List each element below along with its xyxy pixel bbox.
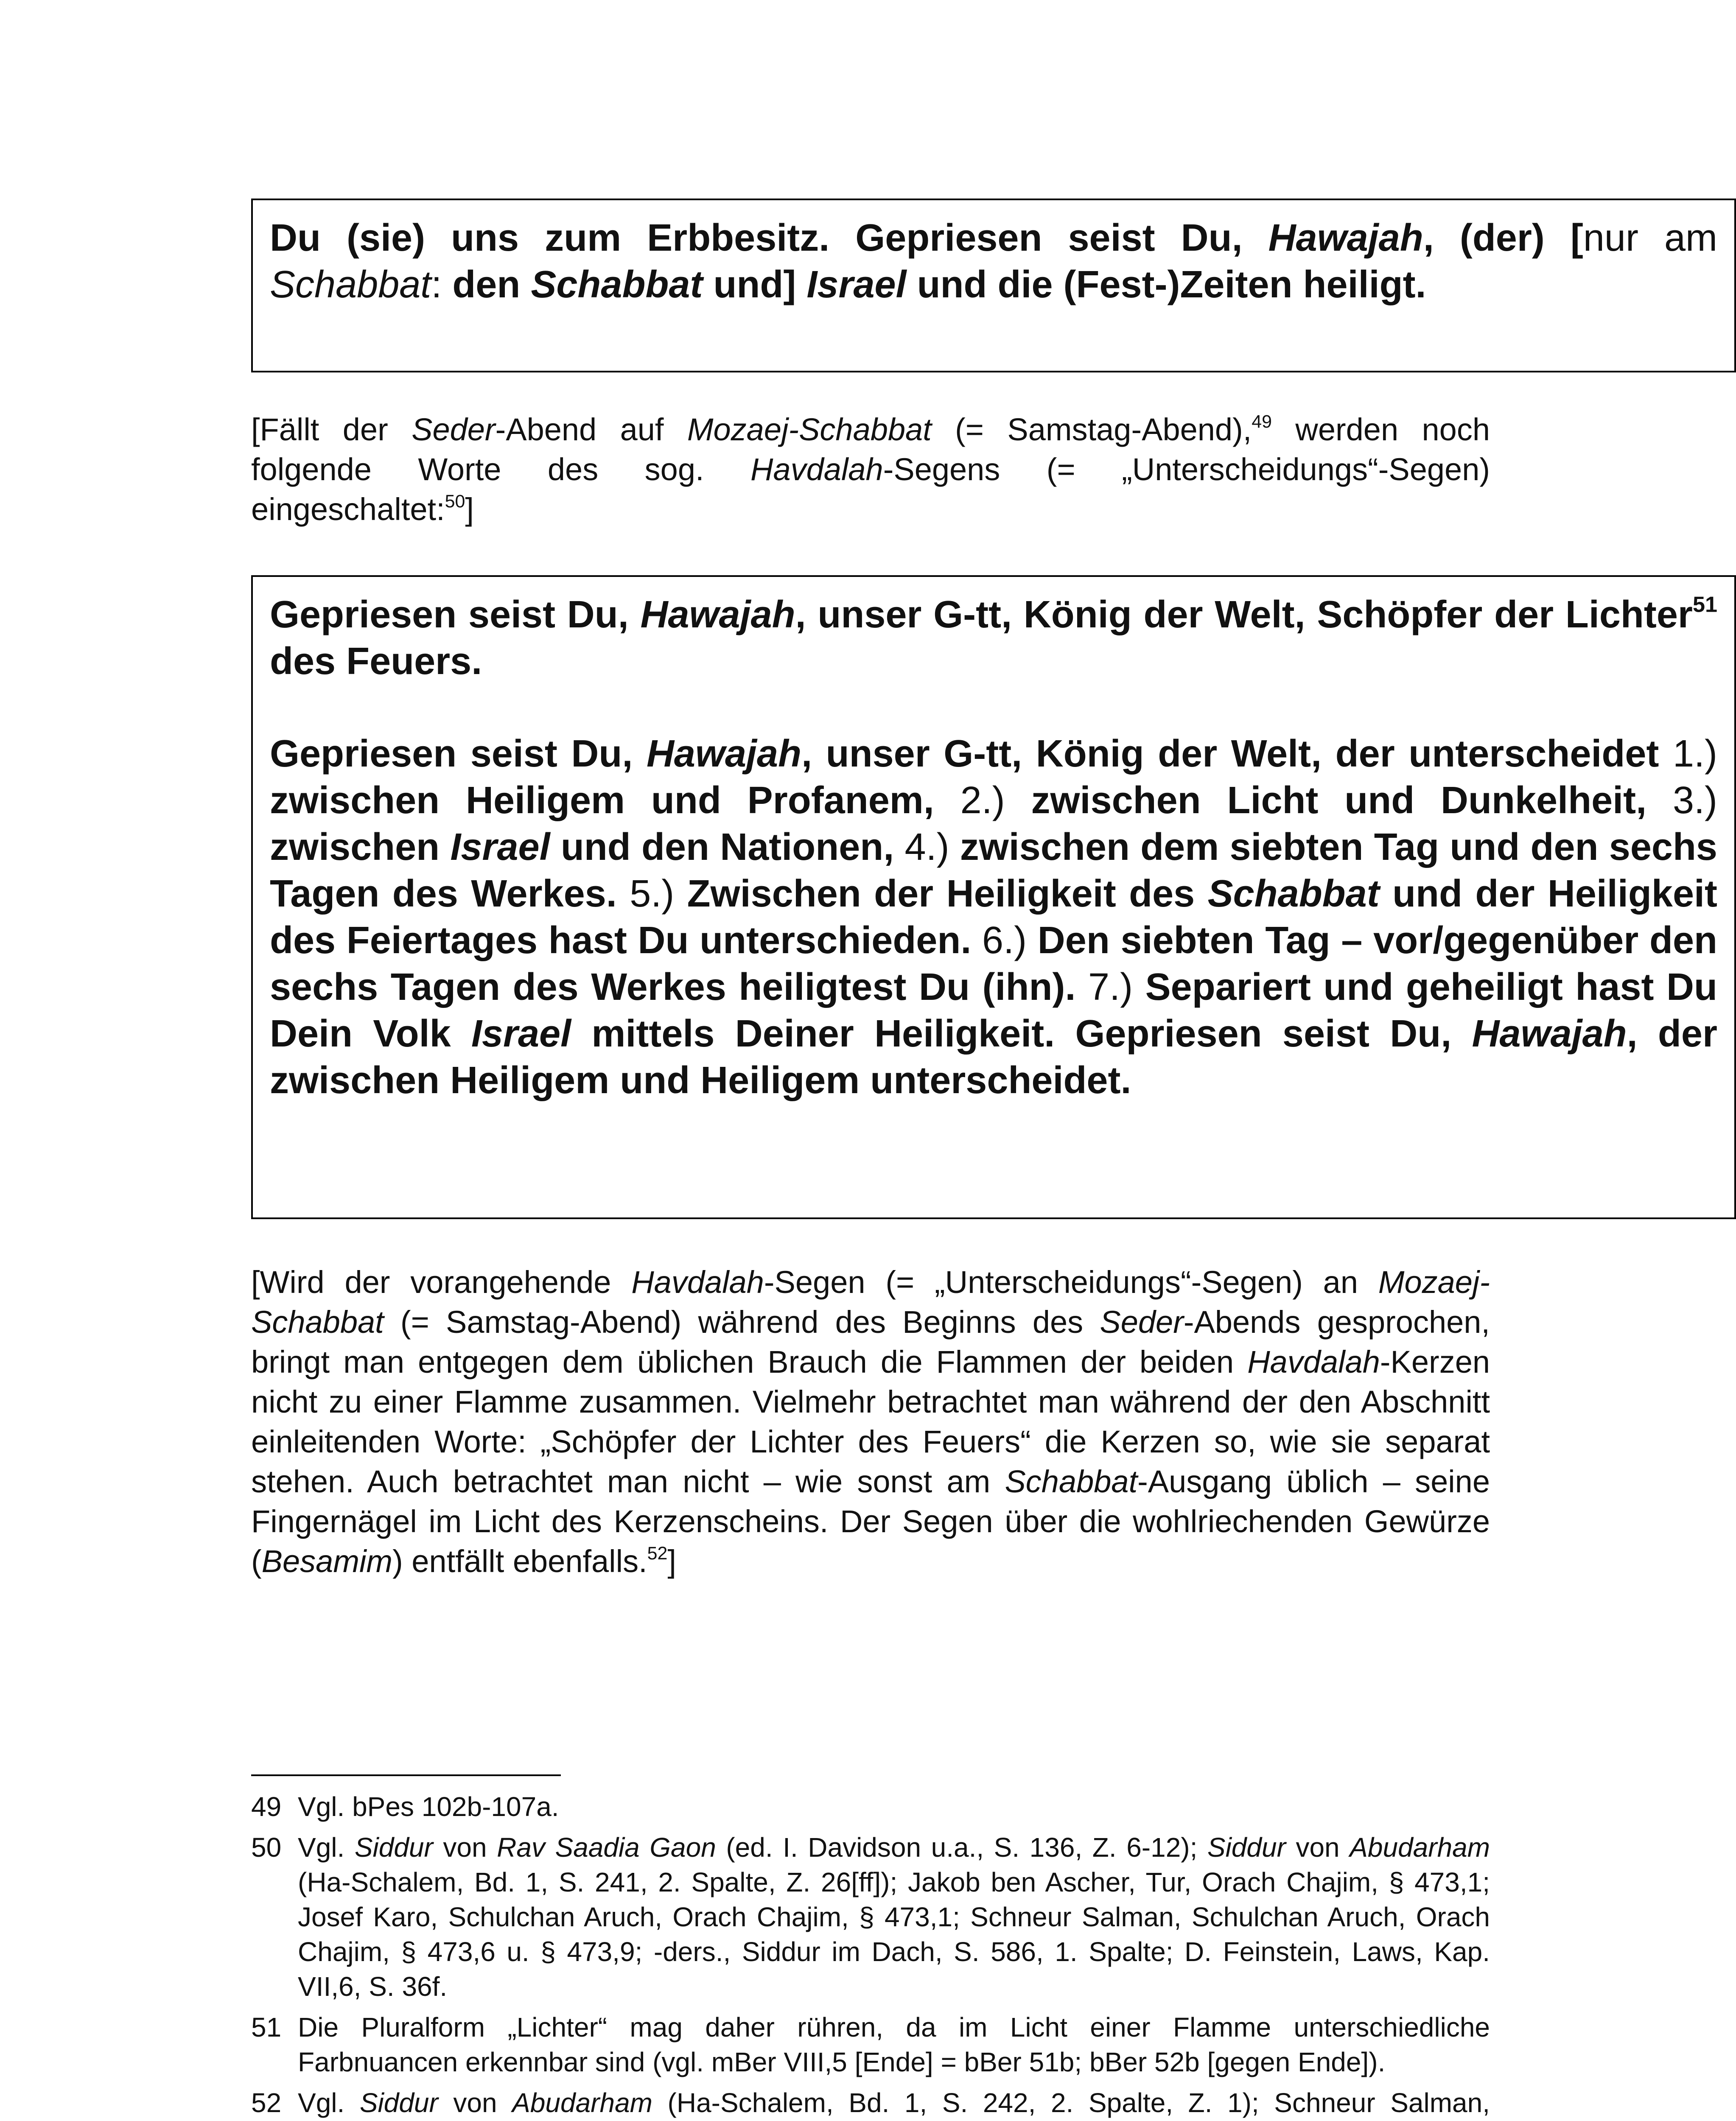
footnote-text: Die Pluralform „Lichter“ mag daher rühren, da im Licht einer Flamme unterschiedliche Farbnuancen erkennbar sind (vgl. mBer VIII,5 [Ende] = bBer 51b; bBer 52b [gegen Ende]). bbox=[298, 2012, 1490, 2077]
footnote-52 bbox=[251, 2085, 1490, 2121]
blessing-lights: Gepriesen seist Du, Hawajah, unser G-tt, König der Welt, Schöpfer der Lichter$^{51}$ des Feuers. bbox=[270, 592, 1717, 683]
footnote-ref-51: 51 bbox=[1692, 592, 1717, 617]
footnote-number: 50 bbox=[251, 1832, 282, 1863]
footnote-49 bbox=[251, 1789, 1490, 1824]
blessing-box-top bbox=[251, 199, 1736, 372]
footnote-text: Vgl. Siddur von Abudarham (Ha-Schalem, Bd. 1, S. 242, 2. Spalte, Z. 1); Schneur Salman, bbox=[298, 2087, 1490, 2118]
footnote-50 bbox=[251, 1830, 1490, 2004]
blessing-distinction: Gepriesen seist Du, Hawajah, unser G-tt, König der Welt, der unterscheidet 1.) zwischen Heiligem und Profanem, 2.) zwischen Licht und Dunkelheit, 3.) zwischen Israel und den Nationen, 4.) zwischen dem siebten Tag und den sechs Tagen des Werkes. 5.) Zwischen der Heiligkeit des Schabbat und der Heiligkeit des Feiertages hast Du unterschieden. 6.) Den siebten Tag – vor/gegenüber den sechs Tagen des Werkes heiligtest Du (ihn). 7.) Separiert und geheiligt hast Du Dein Volk Israel mittels Deiner Heiligkeit. Gepriesen seist Du, Hawajah, der zwischen Heiligem und Heiligem unterscheidet. bbox=[270, 733, 1718, 1102]
footnote-number: 49 bbox=[251, 1791, 282, 1822]
footnote-51 bbox=[251, 2010, 1490, 2079]
footnote-ref-50: 50 bbox=[445, 491, 465, 512]
footnote-text: Vgl. bPes 102b-107a. bbox=[298, 1791, 559, 1822]
blessing-text-top: Du (sie) uns zum Erbbesitz. Gepriesen seist Du, Hawajah, (der) [nur am Schabbat: den Schabbat und] Israel und die (Fest-)Zeiten heiligt. bbox=[270, 217, 1717, 306]
footnote-number: 51 bbox=[251, 2012, 282, 2043]
instruction-paragraph-1: [Fällt der Seder-Abend auf Mozaej-Schabbat (= Samstag-Abend),$^{49}$ werden noch folgende Worte des sog. Havdalah-Segens (= „Unterscheidungs“-Segen) eingeschaltet:$^{50}$] bbox=[251, 411, 1490, 527]
footnote-text: Vgl. Siddur von Rav Saadia Gaon (ed. I. Davidson u.a., S. 136, Z. 6-12); Siddur von Abudarham (Ha-Schalem, Bd. 1, S. 241, 2. Spalte, Z. 26[ff]); Jakob ben Ascher, Tur, Orach Chajim, § 473,1; Josef Karo, Schulchan Aruch, Orach Chajim, § 473,1; Schneur Salman, Schulchan Aruch, Orach Chajim, § 473,6 u. § 473,9; -ders., Siddur im Dach, S. 586, 1. Spalte; D. Feinstein, Laws, Kap. VII,6, S. 36f. bbox=[298, 1832, 1490, 2002]
footnote-ref-49: 49 bbox=[1252, 411, 1272, 432]
havdalah-blessing-box bbox=[251, 575, 1736, 1219]
footnote-number: 52 bbox=[251, 2087, 282, 2118]
footnote-ref-52: 52 bbox=[647, 1543, 668, 1564]
footnote-divider bbox=[251, 1774, 561, 1776]
footnotes bbox=[251, 1789, 1490, 2121]
instruction-paragraph-2: [Wird der vorangehende Havdalah-Segen (= „Unterscheidungs“-Segen) an Mozaej-Schabbat (= Samstag-Abend) während des Beginns des Seder-Abends gesprochen, bringt man entgegen dem üblichen Brauch die Flammen der beiden Havdalah-Kerzen nicht zu einer Flamme zusammen. Vielmehr betrachtet man während der den Abschnitt einleitenden Worte: „Schöpfer der Lichter des Feuers“ die Kerzen so, wie sie separat stehen. Auch betrachtet man nicht – wie sonst am Schabbat-Ausgang üblich – seine Fingernägel im Licht des Kerzenscheins. Der Segen über die wohlriechenden Gewürze (Besamim) entfällt ebenfalls.$^{52}$] bbox=[251, 1265, 1490, 1579]
